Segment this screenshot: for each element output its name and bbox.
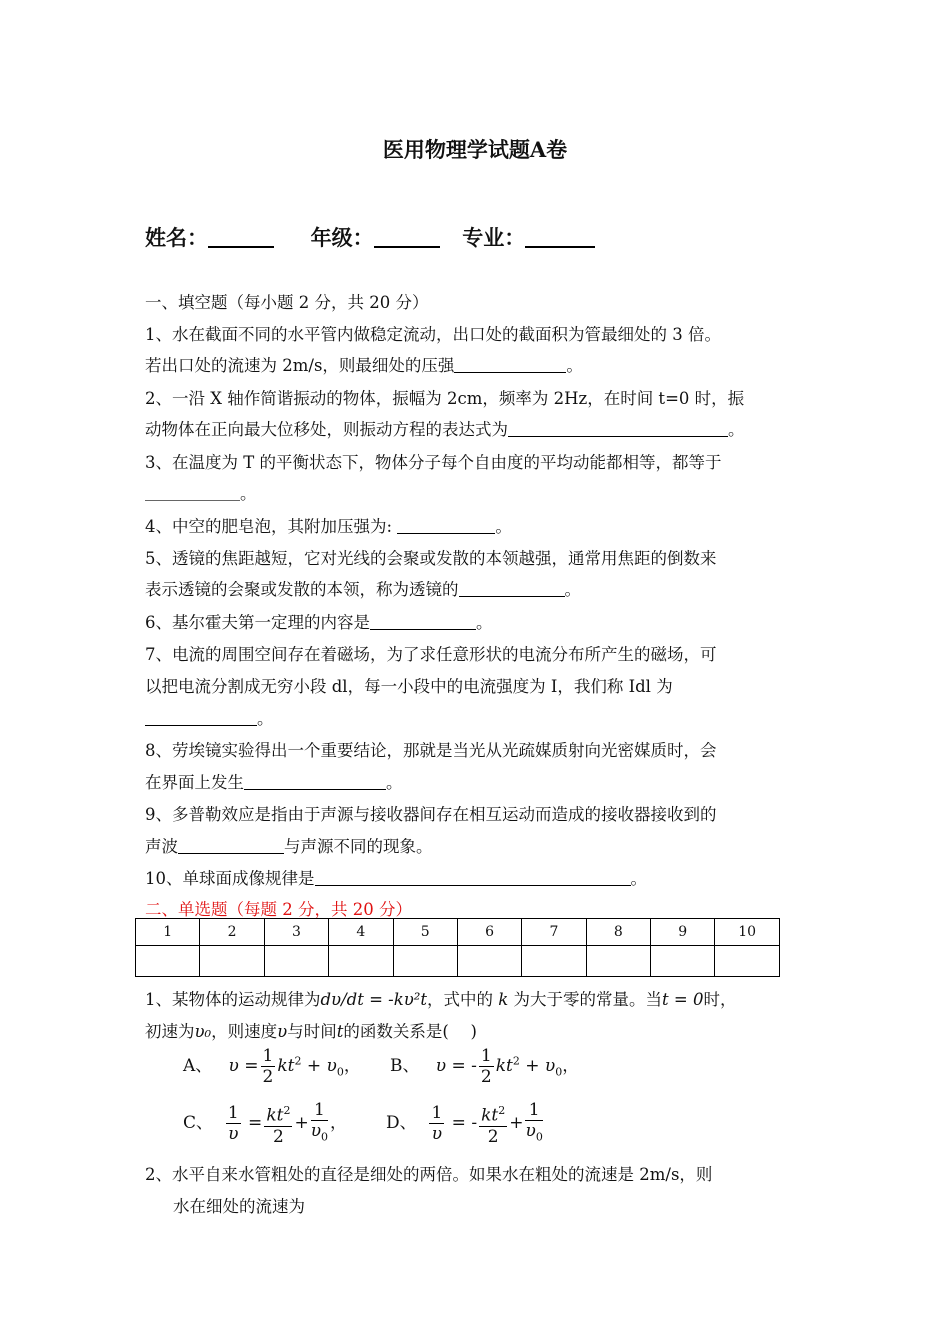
option-b[interactable]: B、 υ = - $\frac{1}{2}$ $kt^2 + \upsilon_0$， xyxy=(390,1046,580,1087)
q2-line2: 动物体在正向最大位移处，则振动方程的表达式为 。 xyxy=(145,420,745,439)
q7-answer-blank[interactable] xyxy=(145,709,257,726)
name-blank[interactable] xyxy=(208,226,274,248)
answer-cell[interactable] xyxy=(586,946,650,977)
q9-line1: 9、多普勒效应是指由于声源与接收器间存在相互运动而造成的接收器接收到的 xyxy=(145,805,717,824)
q7-line1: 7、电流的周围空间存在着磁场，为了求任意形状的电流分布所产生的磁场，可 xyxy=(145,645,717,664)
answer-table-input-row xyxy=(136,946,780,977)
q3-line1: 3、在温度为 T 的平衡状态下，物体分子每个自由度的平均动能都相等，都等于 xyxy=(145,453,722,472)
q8-line1: 8、劳埃镜实验得出一个重要结论，那就是当光从光疏媒质射向光密媒质时，会 xyxy=(145,741,717,760)
grade-label: 年级： xyxy=(310,225,374,250)
s2-q2-line1: 2、水平自来水管粗处的直径是细处的两倍。如果水在粗处的流速是 2m/s，则 xyxy=(145,1165,713,1184)
major-label: 专业： xyxy=(462,225,526,250)
answer-number: 1 xyxy=(136,919,200,946)
name-label: 姓名： xyxy=(145,225,208,250)
q2-answer-blank[interactable] xyxy=(508,420,728,437)
student-info-line xyxy=(145,222,595,252)
major-blank[interactable] xyxy=(525,226,595,248)
q9-line2: 声波 与声源不同的现象。 xyxy=(145,837,433,856)
q3-answer-blank[interactable] xyxy=(145,484,240,501)
q3-line2: 。 xyxy=(145,480,257,504)
q8-line2: 在界面上发生 。 xyxy=(145,773,403,792)
option-c[interactable]: C、 $\frac{1}{\upsilon}$ = $\frac{kt^2}{2}$ + $\frac{1}{\upsilon_0}$ ， xyxy=(183,1100,348,1147)
answer-cell[interactable] xyxy=(715,946,780,977)
section2-heading: 二、单选题（每题 2 分，共 20 分） xyxy=(145,900,412,919)
q8-answer-blank[interactable] xyxy=(244,773,386,790)
q10-line: 10、单球面成像规律是 。 xyxy=(145,869,647,888)
answer-table xyxy=(135,918,780,977)
answer-number: 3 xyxy=(264,919,328,946)
answer-number: 5 xyxy=(393,919,457,946)
answer-cell[interactable] xyxy=(393,946,457,977)
answer-number: 2 xyxy=(200,919,264,946)
answer-number: 9 xyxy=(651,919,715,946)
q4-answer-blank[interactable] xyxy=(397,517,495,534)
answer-cell[interactable] xyxy=(522,946,586,977)
q5-line2: 表示透镜的会聚或发散的本领，称为透镜的 。 xyxy=(145,580,581,599)
answer-cell[interactable] xyxy=(457,946,521,977)
option-a[interactable]: A、 υ = $\frac{1}{2}$ $kt^2 + \upsilon_0$， xyxy=(183,1046,361,1087)
equation-motion: dυ/dt = -kυ²t xyxy=(320,990,428,1009)
answer-number: 10 xyxy=(715,919,780,946)
answer-number: 8 xyxy=(586,919,650,946)
q5-line1: 5、透镜的焦距越短，它对光线的会聚或发散的本领越强，通常用焦距的倒数来 xyxy=(145,549,717,568)
q6-answer-blank[interactable] xyxy=(370,613,476,630)
q1-line2: 若出口处的流速为 2m/s，则最细处的压强 。 xyxy=(145,356,583,375)
section1-heading: 一、填空题（每小题 2 分，共 20 分） xyxy=(145,293,429,312)
q2-line1: 2、一沿 X 轴作简谐振动的物体，振幅为 2cm，频率为 2Hz，在时间 t=0 时，振 xyxy=(145,389,745,408)
answer-number: 7 xyxy=(522,919,586,946)
s2-q1-line2: 初速为υ₀，则速度υ与时间t的函数关系是( ) xyxy=(145,1022,477,1041)
q1-line1: 1、水在截面不同的水平管内做稳定流动，出口处的截面积为管最细处的 3 倍。 xyxy=(145,325,721,344)
answer-cell[interactable] xyxy=(651,946,715,977)
q7-line2: 以把电流分割成无穷小段 dl，每一小段中的电流强度为 I，我们称 Idl 为 xyxy=(145,677,673,696)
s2-q1-line1: 1、某物体的运动规律为dυ/dt = -kυ²t，式中的 k 为大于零的常量。当t = 0时， xyxy=(145,990,737,1009)
grade-blank[interactable] xyxy=(374,226,440,248)
s2-q2-line2: 水在细处的流速为 xyxy=(173,1197,305,1216)
q7-line3: 。 xyxy=(145,705,274,729)
q1-answer-blank[interactable] xyxy=(454,356,566,373)
option-d[interactable]: D、 $\frac{1}{\upsilon}$ = - $\frac{kt^2}{2}$ + $\frac{1}{\upsilon_0}$ xyxy=(386,1100,543,1147)
answer-number: 4 xyxy=(329,919,393,946)
answer-cell[interactable] xyxy=(200,946,264,977)
answer-table-header-row xyxy=(136,919,780,946)
answer-cell[interactable] xyxy=(264,946,328,977)
q10-answer-blank[interactable] xyxy=(315,869,631,886)
page-title: 医用物理学试题A卷 xyxy=(382,137,568,162)
answer-number: 6 xyxy=(457,919,521,946)
q5-answer-blank[interactable] xyxy=(459,580,565,597)
answer-cell[interactable] xyxy=(136,946,200,977)
answer-cell[interactable] xyxy=(329,946,393,977)
q9-answer-blank[interactable] xyxy=(178,837,284,854)
q6-line: 6、基尔霍夫第一定理的内容是 。 xyxy=(145,613,493,632)
q4-line: 4、中空的肥皂泡，其附加压强为: 。 xyxy=(145,517,512,536)
